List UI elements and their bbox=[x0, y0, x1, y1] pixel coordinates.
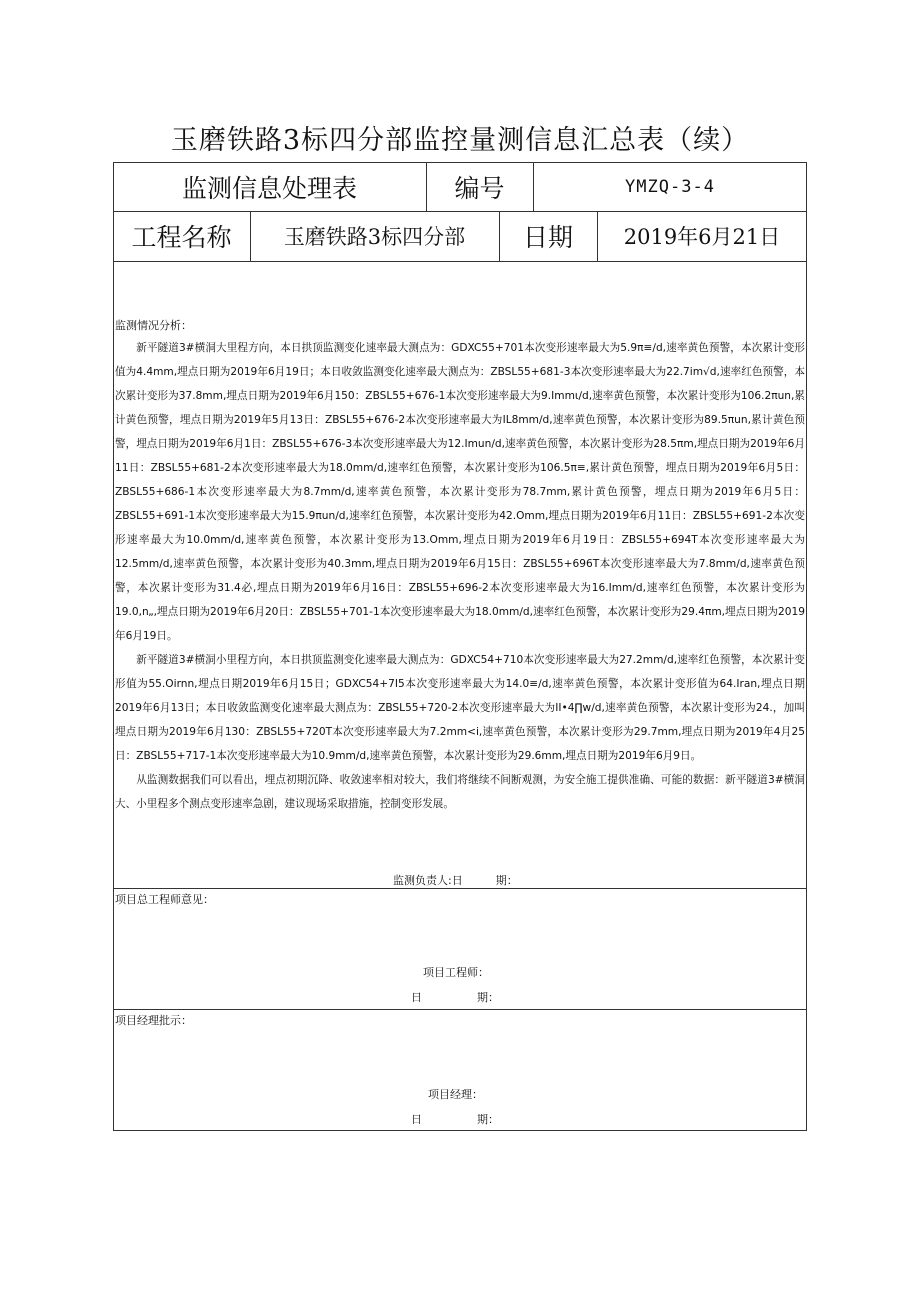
table-rule bbox=[113, 1009, 807, 1010]
table-rule bbox=[113, 261, 807, 262]
analysis-paragraph-small-mileage: 新平隧道3#横洞小里程方向，本日拱顶监测变化速率最大测点为：GDXC54+710本次变形速率最大为27.2mm∕d,速率红色预警，本次累计变形值为55.Oirnn,埋点日期2019年6月15日；GDXC54+7I5本次变形速率最大为14.0≡∕d,速率黄色预警，本次累计变形值为64.Iran,埋点日期2019年6月13日；本日收敛监测变化速率最大测点为：ZBSL55+720-2本次变形速率最大为II•4∏w∕d,速率黄色预警，本次累计变形为24.，加叫埋点日期为2019年6月130：ZBSL55+720T本次变形速率最大为7.2mm<i,速率黄色预警，本次累计变形为29.7mm,埋点日期为2019年4月25日：ZBSL55+717-1本次变形速率最大为10.9mm∕d,速率黄色预警，本次累计变形为29.6mm,埋点日期为2019年6月9日。 bbox=[115, 654, 805, 762]
date-label: 日期 bbox=[522, 223, 573, 252]
chief-engineer-heading: 项目总工程师意见： bbox=[115, 893, 214, 906]
analysis-heading: 监测情况分析： bbox=[115, 319, 192, 332]
code-value: YMZQ-3-4 bbox=[625, 176, 715, 197]
manager-sign-label: 项目经理： bbox=[428, 1088, 483, 1101]
project-name-label: 工程名称 bbox=[131, 223, 232, 252]
manager-date-label: 日 期： bbox=[411, 1113, 499, 1126]
chief-engineer-date-label: 日 期： bbox=[411, 991, 499, 1004]
project-name-value: 玉磨铁路3标四分部 bbox=[283, 225, 466, 249]
form-name-label: 监测信息处理表 bbox=[181, 173, 357, 203]
code-label: 编号 bbox=[454, 173, 505, 203]
analysis-paragraph-large-mileage: 新平隧道3#横洞大里程方向，本日拱顶监测变化速率最大测点为：GDXC55+701本次变形速率最大为5.9π≡∕d,速率黄色预警，本次累计变形值为4.4mm,埋点日期为2019年6月19日；本日收敛监测变化速率最大测点为：ZBSL55+681-3本次变形速率最大为22.7im√d,速率红色预警，本次累计变形为37.8mm,埋点日期为2019年6月150：ZBSL55+676-1本次变形速率最大为9.Immι∕d,速率黄色预警，本次累计变形为106.2πun,累计黄色预警，埋点日期为2019年5月13日：ZBSL55+676-2本次变形速率最大为IL8mm∕d,速率黄色预警，本次累计变形为89.5πun,累计黄色预警，埋点日期为2019年6月1日：ZBSL55+676-3本次变形速率最大为12.Imun∕d,速率黄色预警，本次累计变形为28.5πm,埋点日期为2019年6月11日：ZBSL55+681-2本次变形速率最大为18.0mm∕d,速率红色预警，本次累计变形为106.5π≡,累计黄色预警，埋点日期为2019年6月5日：ZBSL55+686-1本次变形速率最大为8.7mm∕d,速率黄色预警，本次累计变形为78.7mm,累计黄色预警，埋点日期为2019年6月5日：ZBSL55+691-1本次变形速率最大为15.9πun∕d,速率红色预警，本次累计变形为42.Omm,埋点日期为2019年6月11日：ZBSL55+691-2本次变形速率最大为10.0mm∕d,速率黄色预警，本次累计变形为13.Omm,埋点日期为2019年6月19日：ZBSL55+694T本次变形速率最大为12.5mm∕d,速率黄色预警，本次累计变形为40.3mm,埋点日期为2019年6月15日：ZBSL55+696T本次变形速率最大为7.8mm∕d,速率黄色预警，本次累计变形为31.4必,埋点日期为2019年6月16日：ZBSL55+696-2本次变形速率最大为16.Imm∕d,速率红色预警，本次累计变形为19.0,n„,埋点日期为2019年6月20日：ZBSL55+701-1本次变形速率最大为18.0mm∕d,速率红色预警，本次累计变形为29.4πm,埋点日期为2019年6月19日。 bbox=[115, 342, 805, 642]
analysis-body bbox=[115, 336, 805, 816]
document-title: 玉磨铁路3标四分部监控量测信息汇总表（续） bbox=[170, 125, 750, 156]
manager-heading: 项目经理批示： bbox=[115, 1014, 192, 1027]
table-rule bbox=[113, 888, 807, 889]
chief-engineer-sign-label: 项目工程师： bbox=[423, 966, 489, 979]
monitoring-signature: 监测负责人:日 期： bbox=[393, 874, 518, 887]
analysis-paragraph-conclusion: 从监测数据我们可以看出，埋点初期沉降、收敛速率相对较大，我们将继续不间断观测，为安全施工提供准确、可能的数据：新平隧道3#横洞大、小里程多个测点变形速率急剧，建议现场采取措施，控制变形发展。 bbox=[115, 774, 805, 810]
date-value: 2019年6月21日 bbox=[623, 225, 781, 249]
